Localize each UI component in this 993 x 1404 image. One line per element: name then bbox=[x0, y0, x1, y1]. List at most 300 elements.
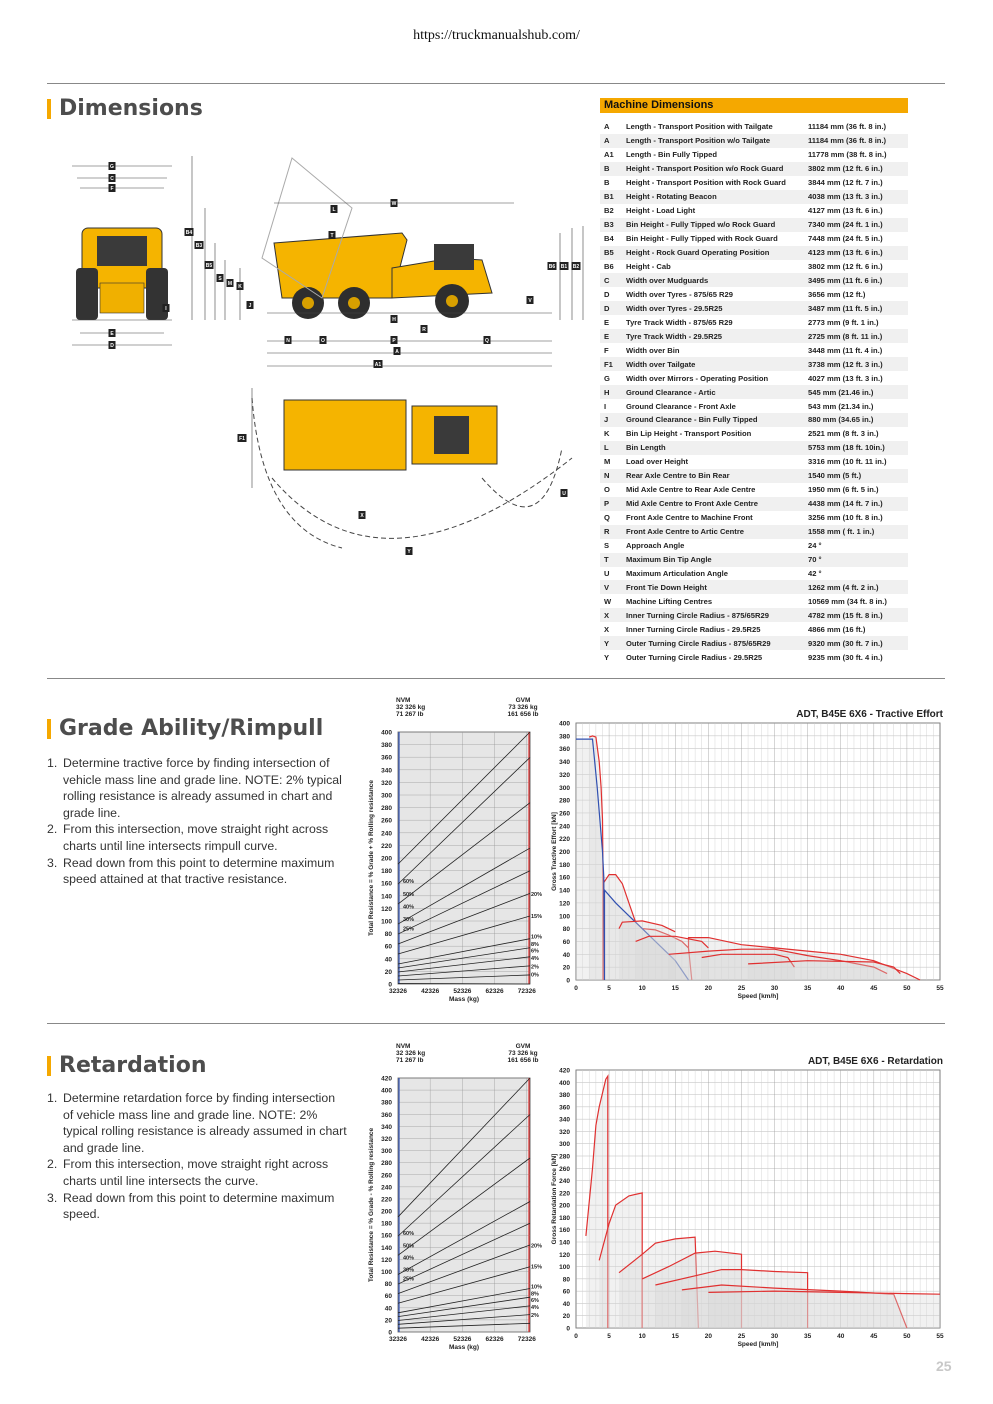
table-row bbox=[600, 497, 908, 511]
x-axis-label: Mass (kg) bbox=[449, 996, 479, 1003]
list-item: 3. Read down from this point to determine maximum speed. bbox=[47, 1190, 335, 1222]
list-item: 3. Read down from this point to determine maximum speed attained at that tractive resistance. bbox=[47, 855, 335, 887]
dimension-letter: E bbox=[110, 331, 114, 337]
description-cell: Outer Turning Circle Radius - 875/65R29 bbox=[626, 636, 808, 650]
dimension-letter: B3 bbox=[195, 243, 203, 249]
description-cell: Height - Cab bbox=[626, 260, 808, 274]
code-cell: H bbox=[600, 385, 626, 399]
y-tick-label: 400 bbox=[381, 1087, 392, 1095]
x-tick-label: 10 bbox=[638, 1333, 646, 1340]
description-cell: Maximum Bin Tip Angle bbox=[626, 553, 808, 567]
table-row bbox=[600, 329, 908, 343]
dimension-letter: O bbox=[321, 338, 325, 344]
y-tick-label: 220 bbox=[381, 1196, 392, 1204]
value-cell: 11778 mm (38 ft. 8 in.) bbox=[808, 148, 908, 162]
description-cell: Width over Tailgate bbox=[626, 357, 808, 371]
list-item: 1. Determine retardation force by finding intersection of vehicle mass line and grade line. NOTE: 2% typical rolling resistance is already assumed in chart and grade line. bbox=[47, 1091, 347, 1155]
x-tick-label: 25 bbox=[737, 1333, 746, 1340]
y-tick-label: 260 bbox=[559, 810, 570, 818]
y-tick-label: 260 bbox=[381, 817, 392, 825]
table-row bbox=[600, 343, 908, 357]
x-tick-label: 5 bbox=[607, 1333, 611, 1340]
x-tick-label: 32326 bbox=[388, 1336, 408, 1343]
dimension-letter-boxes bbox=[109, 162, 581, 555]
description-cell: Ground Clearance - Artic bbox=[626, 385, 808, 399]
y-tick-label: 180 bbox=[381, 1220, 392, 1228]
nvm-label: 32 326 kg bbox=[396, 1050, 426, 1057]
value-cell: 1262 mm (4 ft. 2 in.) bbox=[808, 580, 908, 594]
y-tick-label: 40 bbox=[562, 951, 570, 959]
code-cell: V bbox=[600, 580, 626, 594]
y-tick-label: 160 bbox=[381, 1232, 392, 1240]
list-item: 1. Determine tractive force by finding intersection of vehicle mass line and grade line. NOTE: 2% typical rolling resistance is already assumed in chart and grade line. bbox=[47, 756, 342, 820]
nvm-label: 32 326 kg bbox=[396, 704, 426, 711]
y-tick-label: 360 bbox=[381, 1111, 392, 1119]
y-tick-label: 0 bbox=[388, 981, 392, 989]
table-row bbox=[600, 357, 908, 371]
x-tick-label: 62326 bbox=[485, 988, 504, 995]
y-tick-label: 320 bbox=[559, 1128, 570, 1136]
description-cell: Inner Turning Circle Radius - 875/65R29 bbox=[626, 608, 808, 622]
code-cell: L bbox=[600, 441, 626, 455]
code-cell: O bbox=[600, 483, 626, 497]
plot-area bbox=[398, 1078, 530, 1332]
chart-title: ADT, B45E 6X6 - Retardation bbox=[807, 1056, 943, 1067]
machine-dimensions-title: Machine Dimensions bbox=[600, 98, 908, 113]
table-row bbox=[600, 469, 908, 483]
dimension-letter: F bbox=[110, 186, 114, 192]
series-area bbox=[748, 961, 900, 980]
y-tick-label: 420 bbox=[559, 1067, 570, 1075]
description-cell: Machine Lifting Centres bbox=[626, 594, 808, 608]
table-row bbox=[600, 315, 908, 329]
description-cell: Bin Length bbox=[626, 441, 808, 455]
description-cell: Front Tie Down Height bbox=[626, 580, 808, 594]
x-tick-label: 50 bbox=[903, 1333, 911, 1340]
y-tick-label: 180 bbox=[559, 1214, 570, 1222]
table-row bbox=[600, 483, 908, 497]
description-cell: Bin Height - Fully Tipped w/o Rock Guard bbox=[626, 218, 808, 232]
grade-label: 40% bbox=[403, 1255, 415, 1262]
x-tick-label: 15 bbox=[671, 985, 679, 992]
series-area bbox=[708, 1291, 940, 1328]
code-cell: B6 bbox=[600, 260, 626, 274]
grade-label: 25% bbox=[403, 1276, 415, 1283]
x-tick-label: 0 bbox=[574, 1333, 578, 1340]
code-cell: M bbox=[600, 455, 626, 469]
value-cell: 4866 mm (16 ft.) bbox=[808, 622, 908, 636]
y-tick-label: 120 bbox=[381, 1256, 392, 1264]
x-tick-label: 62326 bbox=[485, 1336, 504, 1343]
description-cell: Height - Transport Position w/o Rock Guard bbox=[626, 162, 808, 176]
code-cell: E bbox=[600, 315, 626, 329]
machine-dimensions-table bbox=[600, 120, 908, 664]
truck-front-view bbox=[76, 228, 168, 320]
y-tick-label: 140 bbox=[381, 1244, 392, 1252]
table-row bbox=[600, 190, 908, 204]
table-row bbox=[600, 553, 908, 567]
description-cell: Ground Clearance - Front Axle bbox=[626, 399, 808, 413]
nvm-label: NVM bbox=[396, 1043, 411, 1050]
table-row bbox=[600, 525, 908, 539]
table-row bbox=[600, 594, 908, 608]
value-cell: 545 mm (21.46 in.) bbox=[808, 385, 908, 399]
nvm-label: NVM bbox=[396, 697, 411, 704]
x-tick-label: 0 bbox=[574, 985, 578, 992]
y-tick-label: 100 bbox=[559, 1264, 570, 1272]
gvm-label: 161 656 lb bbox=[507, 711, 539, 718]
y-tick-label: 0 bbox=[566, 1325, 570, 1333]
dimension-letter: L bbox=[332, 207, 336, 213]
x-tick-label: 20 bbox=[704, 1333, 712, 1340]
code-cell: B1 bbox=[600, 190, 626, 204]
dimension-letter: J bbox=[248, 303, 252, 309]
x-tick-label: 25 bbox=[737, 985, 746, 992]
description-cell: Bin Height - Fully Tipped with Rock Guard bbox=[626, 232, 808, 246]
value-cell: 3316 mm (10 ft. 11 in.) bbox=[808, 455, 908, 469]
y-tick-label: 140 bbox=[559, 1239, 570, 1247]
dimension-letter: S bbox=[218, 276, 222, 282]
grade-mass-chart bbox=[360, 692, 550, 1012]
y-tick-label: 380 bbox=[381, 1099, 392, 1107]
x-tick-label: 40 bbox=[837, 985, 845, 992]
grade-label: 8% bbox=[531, 942, 539, 949]
dimension-letter: B5 bbox=[205, 263, 213, 269]
gvm-label: GVM bbox=[515, 1043, 531, 1050]
table-row bbox=[600, 287, 908, 301]
y-tick-label: 400 bbox=[381, 729, 392, 737]
value-cell: 3738 mm (12 ft. 3 in.) bbox=[808, 357, 908, 371]
description-cell: Load over Height bbox=[626, 455, 808, 469]
code-cell: J bbox=[600, 413, 626, 427]
x-axis-label: Mass (kg) bbox=[449, 1344, 479, 1351]
y-tick-label: 200 bbox=[381, 855, 392, 863]
description-cell: Length - Transport Position with Tailgate bbox=[626, 120, 808, 134]
value-cell: 4438 mm (14 ft. 7 in.) bbox=[808, 497, 908, 511]
table-row bbox=[600, 622, 908, 636]
x-tick-label: 42326 bbox=[421, 988, 440, 995]
value-cell: 9235 mm (30 ft. 4 in.) bbox=[808, 650, 908, 664]
table-row bbox=[600, 371, 908, 385]
description-cell: Width over Mudguards bbox=[626, 273, 808, 287]
dimension-letter: A1 bbox=[374, 362, 382, 368]
section-title-grade bbox=[47, 716, 323, 741]
grade-label: 6% bbox=[531, 1297, 539, 1304]
y-tick-label: 420 bbox=[381, 1075, 392, 1083]
gvm-label: 73 326 kg bbox=[508, 704, 538, 711]
dimension-letter: B2 bbox=[572, 264, 580, 270]
y-tick-label: 220 bbox=[381, 842, 392, 850]
code-cell: X bbox=[600, 608, 626, 622]
table-row bbox=[600, 148, 908, 162]
description-cell: Front Axle Centre to Machine Front bbox=[626, 511, 808, 525]
table-row bbox=[600, 441, 908, 455]
table-row bbox=[600, 385, 908, 399]
y-tick-label: 0 bbox=[566, 977, 570, 985]
code-cell: P bbox=[600, 497, 626, 511]
description-cell: Approach Angle bbox=[626, 539, 808, 553]
table-row bbox=[600, 539, 908, 553]
tractive-effort-chart bbox=[548, 705, 948, 1012]
description-cell: Width over Tyres - 875/65 R29 bbox=[626, 287, 808, 301]
value-cell: 4027 mm (13 ft. 3 in.) bbox=[808, 371, 908, 385]
y-tick-label: 200 bbox=[559, 1202, 570, 1210]
x-tick-label: 52326 bbox=[453, 988, 472, 995]
x-tick-label: 45 bbox=[870, 1333, 878, 1340]
y-tick-label: 380 bbox=[381, 742, 392, 750]
y-tick-label: 0 bbox=[388, 1329, 392, 1337]
value-cell: 10569 mm (34 ft. 8 in.) bbox=[808, 594, 908, 608]
x-tick-label: 30 bbox=[770, 1333, 779, 1340]
x-axis-label: Speed [km/h] bbox=[737, 993, 779, 1000]
code-cell: C bbox=[600, 273, 626, 287]
code-cell: B5 bbox=[600, 246, 626, 260]
table-row bbox=[600, 301, 908, 315]
table-row bbox=[600, 120, 908, 134]
y-tick-label: 20 bbox=[562, 1313, 570, 1321]
divider bbox=[47, 83, 945, 84]
table-row bbox=[600, 511, 908, 525]
y-tick-label: 360 bbox=[559, 1104, 570, 1112]
value-cell: 3802 mm (12 ft. 6 in.) bbox=[808, 162, 908, 176]
grade-label: 20% bbox=[531, 1243, 543, 1250]
x-tick-label: 55 bbox=[936, 985, 944, 992]
description-cell: Maximum Articulation Angle bbox=[626, 567, 808, 581]
dimension-letter: U bbox=[562, 491, 566, 497]
value-cell: 11184 mm (36 ft. 8 in.) bbox=[808, 134, 908, 148]
list-item: 2. From this intersection, move straight right across charts until line intersects the curve. bbox=[47, 1157, 329, 1188]
value-cell: 5753 mm (18 ft. 10in.) bbox=[808, 441, 908, 455]
y-tick-label: 280 bbox=[559, 1153, 570, 1161]
y-tick-label: 20 bbox=[384, 1317, 392, 1325]
y-tick-label: 100 bbox=[381, 1269, 392, 1277]
dimension-letter: B4 bbox=[185, 230, 193, 236]
table-row bbox=[600, 567, 908, 581]
table-row bbox=[600, 650, 908, 664]
grade-label: 4% bbox=[531, 1305, 539, 1312]
y-tick-label: 40 bbox=[384, 956, 392, 964]
y-tick-label: 400 bbox=[559, 1079, 570, 1087]
dimension-letter: Q bbox=[485, 338, 489, 344]
y-tick-label: 60 bbox=[384, 943, 392, 951]
value-cell: 880 mm (34.65 in.) bbox=[808, 413, 908, 427]
x-tick-label: 55 bbox=[936, 1333, 944, 1340]
value-cell: 543 mm (21.34 in.) bbox=[808, 399, 908, 413]
value-cell: 4123 mm (13 ft. 6 in.) bbox=[808, 246, 908, 260]
y-tick-label: 300 bbox=[381, 792, 392, 800]
grade-label: 60% bbox=[403, 1231, 415, 1238]
y-tick-label: 280 bbox=[381, 805, 392, 813]
value-cell: 1540 mm (5 ft.) bbox=[808, 469, 908, 483]
description-cell: Ground Clearance - Bin Fully Tipped bbox=[626, 413, 808, 427]
gvm-label: 73 326 kg bbox=[508, 1050, 538, 1057]
y-tick-label: 300 bbox=[559, 1141, 570, 1149]
value-cell: 4782 mm (15 ft. 8 in.) bbox=[808, 608, 908, 622]
list-item: 2. From this intersection, move straight right across charts until line intersects rimpull curve. bbox=[47, 822, 329, 853]
code-cell: A bbox=[600, 120, 626, 134]
table-row bbox=[600, 232, 908, 246]
description-cell: Outer Turning Circle Radius - 29.5R25 bbox=[626, 650, 808, 664]
value-cell: 4038 mm (13 ft. 3 in.) bbox=[808, 190, 908, 204]
y-axis-label: Total Resistance = % Grade + % Rolling resistance bbox=[368, 780, 375, 936]
code-cell: T bbox=[600, 553, 626, 567]
machine-dimension-drawing bbox=[62, 148, 592, 608]
y-tick-label: 180 bbox=[559, 861, 570, 869]
section-title-retardation bbox=[47, 1053, 207, 1078]
table-row bbox=[600, 162, 908, 176]
x-tick-label: 72326 bbox=[517, 1336, 536, 1343]
code-cell: I bbox=[600, 399, 626, 413]
code-cell: E bbox=[600, 329, 626, 343]
y-tick-label: 100 bbox=[381, 918, 392, 926]
y-tick-label: 60 bbox=[384, 1293, 392, 1301]
x-tick-label: 45 bbox=[870, 985, 878, 992]
y-tick-label: 140 bbox=[559, 887, 570, 895]
y-tick-label: 200 bbox=[559, 849, 570, 856]
dimension-letter: P bbox=[392, 338, 396, 344]
value-cell: 4127 mm (13 ft. 6 in.) bbox=[808, 204, 908, 218]
y-tick-label: 320 bbox=[381, 779, 392, 787]
code-cell: B4 bbox=[600, 232, 626, 246]
y-tick-label: 120 bbox=[559, 900, 570, 908]
divider bbox=[47, 678, 945, 679]
retard-mass-chart bbox=[360, 1038, 550, 1360]
description-cell: Height - Rock Guard Operating Position bbox=[626, 246, 808, 260]
table-row bbox=[600, 399, 908, 413]
page-number: 25 bbox=[936, 1358, 952, 1374]
title-accent-bar bbox=[47, 99, 51, 119]
dimension-letter: V bbox=[528, 298, 532, 304]
y-axis-label: Total Resistance = % Grade - % Rolling resistance bbox=[368, 1127, 375, 1283]
title-accent-bar bbox=[47, 719, 51, 739]
table-row bbox=[600, 260, 908, 274]
y-tick-label: 300 bbox=[381, 1148, 392, 1156]
value-cell: 11184 mm (36 ft. 8 in.) bbox=[808, 120, 908, 134]
y-tick-label: 180 bbox=[381, 868, 392, 876]
chart-title: ADT, B45E 6X6 - Tractive Effort bbox=[796, 709, 943, 720]
y-tick-label: 100 bbox=[559, 913, 570, 921]
code-cell: K bbox=[600, 427, 626, 441]
code-cell: B2 bbox=[600, 204, 626, 218]
y-tick-label: 240 bbox=[559, 1178, 570, 1186]
table-row bbox=[600, 580, 908, 594]
y-tick-label: 160 bbox=[559, 1227, 570, 1235]
description-cell: Inner Turning Circle Radius - 29.5R25 bbox=[626, 622, 808, 636]
gvm-label: GVM bbox=[515, 697, 531, 704]
y-tick-label: 380 bbox=[559, 1092, 570, 1100]
y-tick-label: 340 bbox=[559, 1116, 570, 1124]
x-tick-label: 5 bbox=[607, 985, 611, 992]
description-cell: Front Axle Centre to Artic Centre bbox=[626, 525, 808, 539]
description-cell: Width over Mirrors - Operating Position bbox=[626, 371, 808, 385]
value-cell: 3844 mm (12 ft. 7 in.) bbox=[808, 176, 908, 190]
grade-label: 10% bbox=[531, 1284, 543, 1291]
y-tick-label: 200 bbox=[381, 1208, 392, 1216]
description-cell: Height - Load Light bbox=[626, 204, 808, 218]
y-axis-label: Gross Retardation Force [kN] bbox=[551, 1153, 558, 1245]
y-tick-label: 80 bbox=[384, 1281, 392, 1289]
grade-label: 25% bbox=[403, 926, 415, 933]
table-row bbox=[600, 176, 908, 190]
dimension-letter: B1 bbox=[560, 264, 568, 270]
section-title-dimensions bbox=[47, 96, 203, 121]
table-row bbox=[600, 204, 908, 218]
y-tick-label: 260 bbox=[559, 1165, 570, 1173]
code-cell: B bbox=[600, 162, 626, 176]
y-tick-label: 240 bbox=[559, 823, 570, 831]
dimension-letter: X bbox=[360, 513, 364, 519]
grade-label: 60% bbox=[403, 879, 415, 886]
y-tick-label: 80 bbox=[384, 931, 392, 939]
y-tick-label: 140 bbox=[381, 893, 392, 901]
grade-title: Grade Ability/Rimpull bbox=[59, 716, 324, 741]
dimension-letter: A bbox=[395, 349, 399, 355]
description-cell: Mid Axle Centre to Front Axle Centre bbox=[626, 497, 808, 511]
grade-label: 10% bbox=[531, 934, 543, 941]
code-cell: F bbox=[600, 343, 626, 357]
value-cell: 3448 mm (11 ft. 4 in.) bbox=[808, 343, 908, 357]
description-cell: Height - Rotating Beacon bbox=[626, 190, 808, 204]
dimension-letter: M bbox=[227, 281, 233, 287]
dimension-letter: Y bbox=[407, 549, 411, 555]
value-cell: 3656 mm (12 ft.) bbox=[808, 287, 908, 301]
dimension-letter: R bbox=[422, 327, 426, 333]
table-row bbox=[600, 134, 908, 148]
y-tick-label: 220 bbox=[559, 836, 570, 844]
retardation-title: Retardation bbox=[59, 1053, 207, 1078]
code-cell: G bbox=[600, 371, 626, 385]
grade-label: 40% bbox=[403, 904, 415, 911]
truck-side-view bbox=[262, 158, 492, 319]
y-tick-label: 120 bbox=[559, 1251, 570, 1259]
value-cell: 3802 mm (12 ft. 6 in.) bbox=[808, 260, 908, 274]
table-row bbox=[600, 218, 908, 232]
dimension-letter: W bbox=[391, 201, 397, 207]
table-row bbox=[600, 636, 908, 650]
grade-label: 15% bbox=[531, 1264, 543, 1271]
description-cell: Height - Transport Position with Rock Guard bbox=[626, 176, 808, 190]
source-url[interactable]: https://truckmanualshub.com/ bbox=[413, 28, 580, 43]
y-tick-label: 360 bbox=[381, 754, 392, 762]
value-cell: 3256 mm (10 ft. 8 in.) bbox=[808, 511, 908, 525]
table-row bbox=[600, 273, 908, 287]
y-tick-label: 80 bbox=[562, 926, 570, 934]
table-row bbox=[600, 427, 908, 441]
x-tick-label: 40 bbox=[837, 1333, 845, 1340]
x-tick-label: 15 bbox=[671, 1333, 679, 1340]
code-cell: A bbox=[600, 134, 626, 148]
y-tick-label: 380 bbox=[559, 733, 570, 741]
value-cell: 1558 mm ( ft. 1 in.) bbox=[808, 525, 908, 539]
retard-steps-list bbox=[47, 1090, 347, 1223]
x-tick-label: 42326 bbox=[421, 1336, 440, 1343]
value-cell: 2521 mm (8 ft. 3 in.) bbox=[808, 427, 908, 441]
value-cell: 2773 mm (9 ft. 1 in.) bbox=[808, 315, 908, 329]
truck-top-view bbox=[252, 398, 572, 548]
code-cell: B bbox=[600, 176, 626, 190]
x-tick-label: 10 bbox=[638, 985, 646, 992]
code-cell: Y bbox=[600, 636, 626, 650]
table-row bbox=[600, 413, 908, 427]
value-cell: 2725 mm (8 ft. 11 in.) bbox=[808, 329, 908, 343]
code-cell: Q bbox=[600, 511, 626, 525]
y-tick-label: 220 bbox=[559, 1190, 570, 1198]
retardation-chart bbox=[548, 1052, 948, 1360]
value-cell: 1950 mm (6 ft. 5 in.) bbox=[808, 483, 908, 497]
dimension-letter: B6 bbox=[548, 264, 556, 270]
y-tick-label: 60 bbox=[562, 938, 570, 946]
description-cell: Tyre Track Width - 875/65 R29 bbox=[626, 315, 808, 329]
